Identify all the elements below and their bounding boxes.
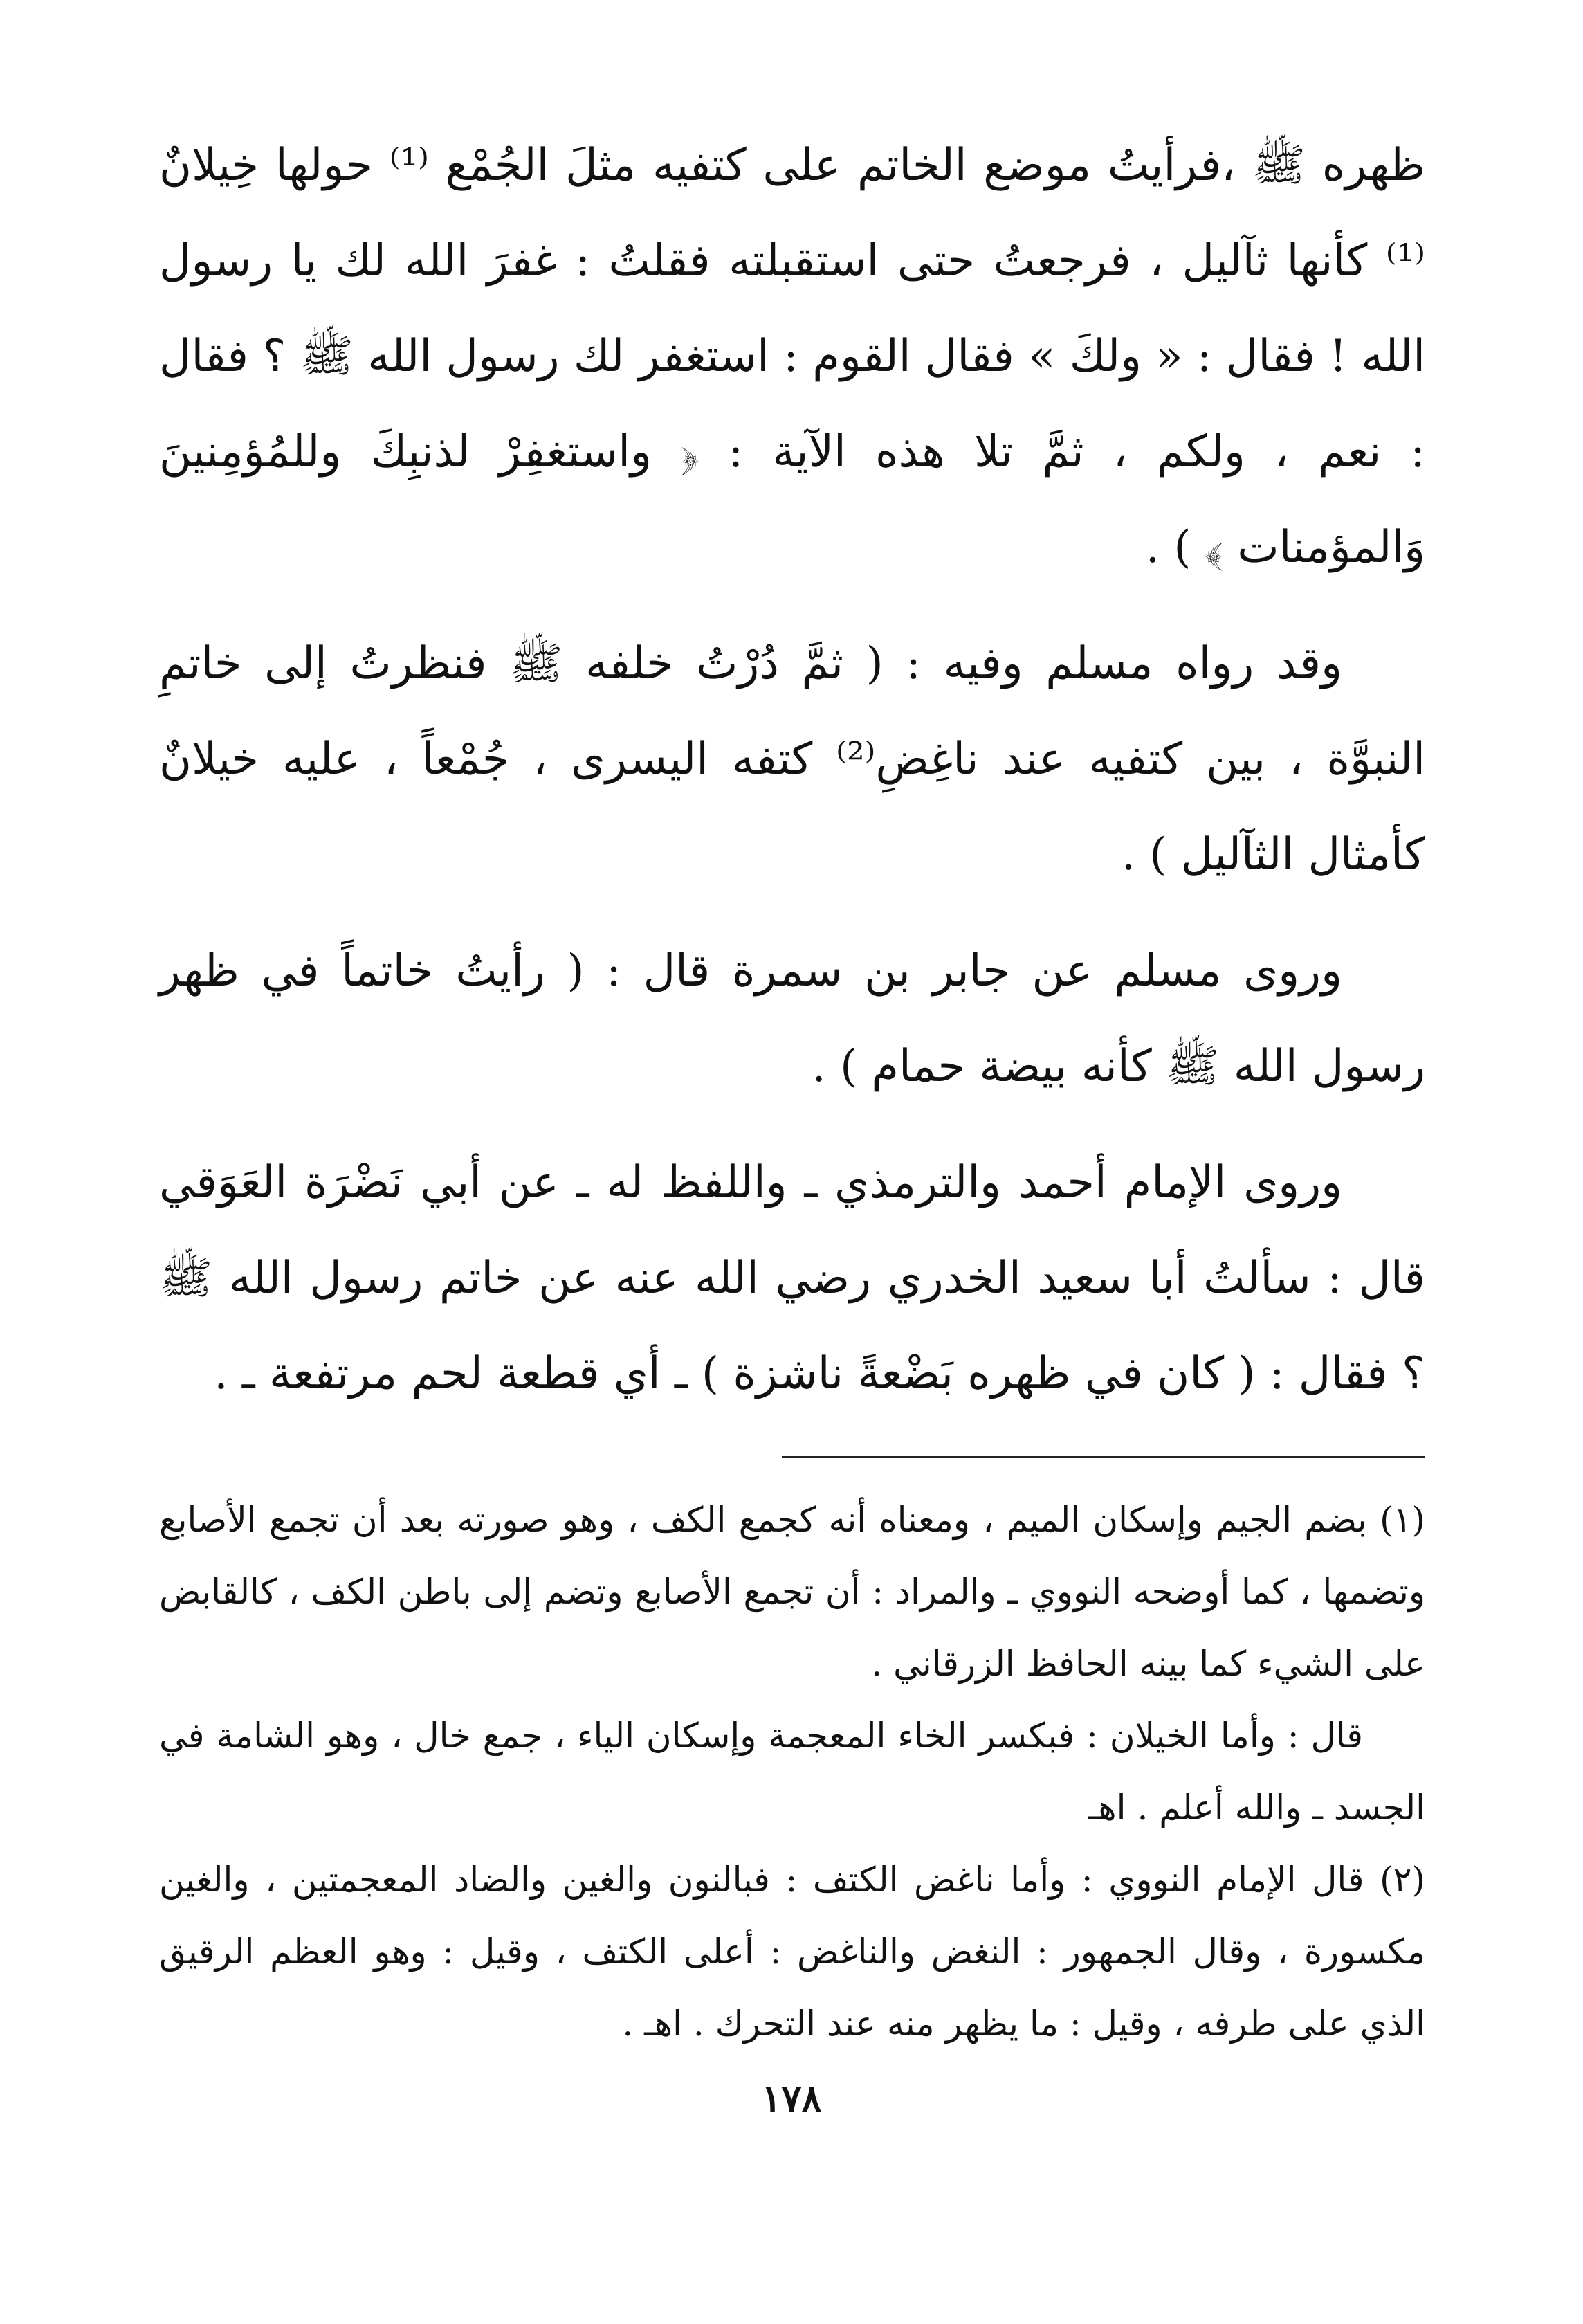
footnote-separator (159, 1442, 1425, 1484)
body-paragraph-1: ظهره ﷺ ،فرأيتُ موضع الخاتم على كتفيه مثلَ الجُمْع ⁽¹⁾ حولها خِيلانٌ ⁽¹⁾ كأنها ثآليل ، فرجعتُ حتى استقبلته فقلتُ : غفرَ الله لك يا رسول الله ! فقال : « ولكَ » فقال القوم : استغفر لك رسول الله ﷺ ؟ فقال : نعم ، ولكم ، ثمَّ تلا هذه الآية : ﴿ واستغفِرْ لذنبِكَ وللمُؤمِنينَ وَالمؤمنات ﴾ ) . (159, 140, 1426, 573)
footnote-2: (٢) قال الإمام النووي : وأما ناغض الكتف : فبالنون والغين والضاد المعجمتين ، والغين مكسورة ، وقال الجمهور : النغض والناغض : أعلى الكتف ، وقيل : وهو العظم الرقيق الذي على طرفه ، وقيل : ما يظهر منه عند التحرك . اهـ . (159, 1860, 1425, 2044)
footnote-1: (١) بضم الجيم وإسكان الميم ، ومعناه أنه كجمع الكف ، وهو صورته بعد أن تجمع الأصابع وتضمها ، كما أوضحه النووي ـ والمراد : أن تجمع الأصابع وتضم إلى باطن الكف ، كالقابض على الشيء كما بينه الحافظ الزرقاني . (159, 1500, 1425, 1684)
footnote-rule (782, 1456, 1425, 1458)
body-paragraph-2: وقد رواه مسلم وفيه : ( ثمَّ دُرْتُ خلفه ﷺ فنظرتُ إلى خاتمِ النبوَّة ، بين كتفيه عند ناغِضِ⁽²⁾ كتفه اليسرى ، جُمْعاً ، عليه خيلانٌ كأمثال الثآليل ) . (159, 638, 1426, 880)
body-paragraph-3: وروى مسلم عن جابر بن سمرة قال : ( رأيتُ خاتماً في ظهر رسول الله ﷺ كأنه بيضة حمام ) . (159, 945, 1425, 1092)
footnotes (159, 1484, 1425, 2060)
footnote-1-continuation: قال : وأما الخيلان : فبكسر الخاء المعجمة وإسكان الياء ، جمع خال ، وهو الشامة في الجسد ـ والله أعلم . اهـ (159, 1716, 1425, 1828)
body-paragraph-4: وروى الإمام أحمد والترمذي ـ واللفظ له ـ عن أبي نَضْرَة العَوَقي قال : سألتُ أبا سعيد الخدري رضي الله عنه عن خاتم رسول الله ﷺ ؟ فقال : ( كان في ظهره بَضْعةً ناشزة ) ـ أي قطعة لحم مرتفعة ـ . (159, 1157, 1426, 1399)
page-number: ١٧٨ (761, 2076, 822, 2121)
document-page (159, 118, 1425, 2263)
